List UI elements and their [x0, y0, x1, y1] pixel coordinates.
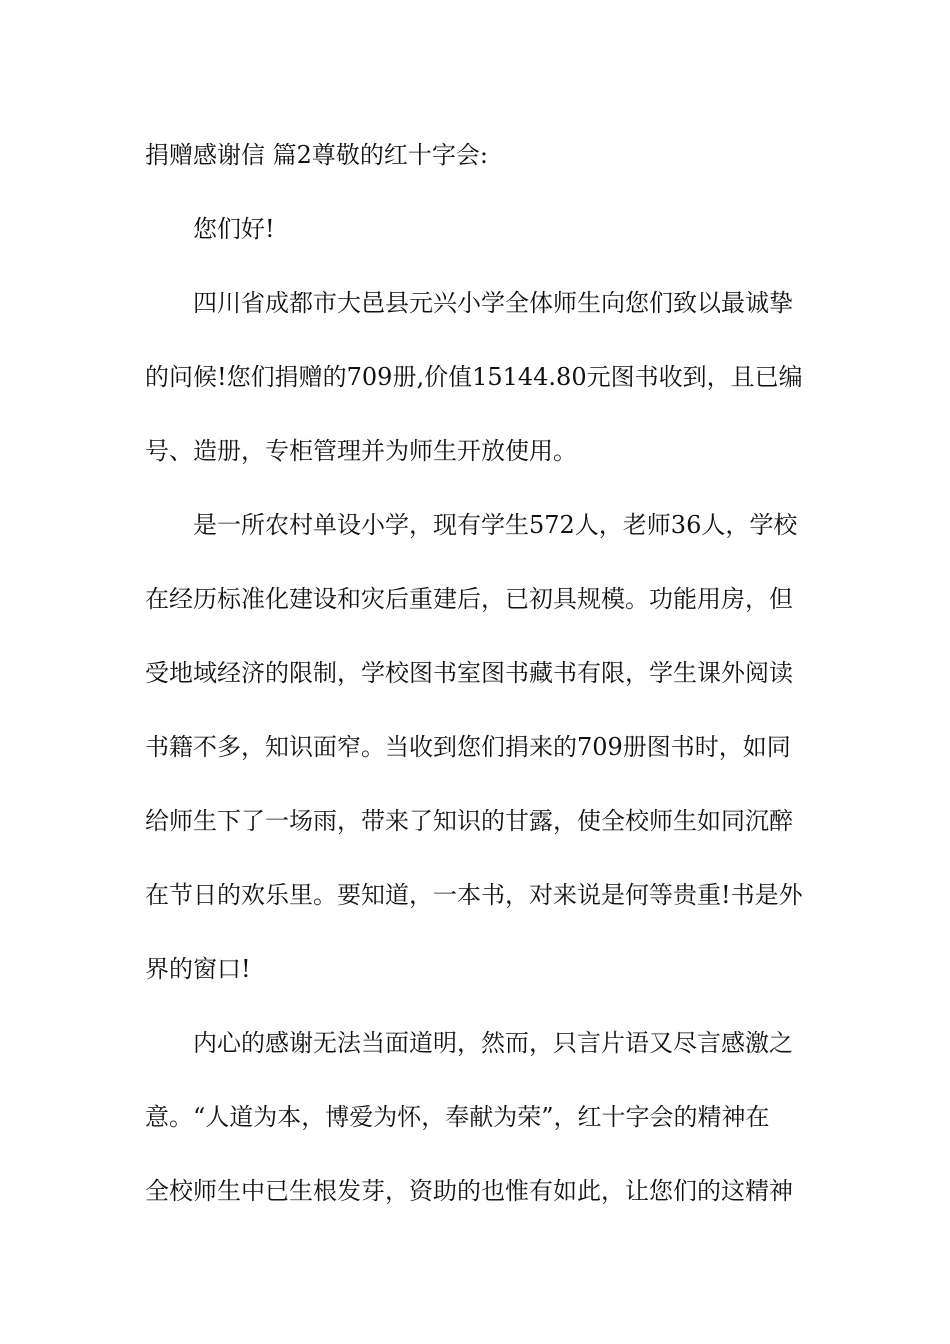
greeting-line: [145, 204, 807, 278]
text-line: 的问候!您们捐赠的709册,价值15144.80元图书收到，且已编: [145, 363, 803, 391]
text-line: 号、造册，专柜管理并为师生开放使用。: [145, 437, 577, 465]
paragraph-line: [145, 426, 807, 500]
paragraph-line: [145, 278, 807, 352]
text-line: 给师生下了一场雨，带来了知识的甘露，使全校师生如同沉醉: [145, 807, 793, 835]
paragraph-line: [145, 1166, 807, 1240]
text-line: 在经历标准化建设和灾后重建后，已初具规模。功能用房，但: [145, 585, 793, 613]
text-line: 受地域经济的限制，学校图书室图书藏书有限，学生课外阅读: [145, 659, 793, 687]
text-line: 内心的感谢无法当面道明，然而，只言片语又尽言感激之: [193, 1029, 793, 1057]
paragraph-line: [145, 1018, 807, 1092]
text-line: 您们好!: [193, 215, 275, 243]
paragraph-line: [145, 944, 807, 1018]
paragraph-line: [145, 648, 807, 722]
paragraph-line: [145, 500, 807, 574]
letter-heading-line: [145, 130, 807, 204]
paragraph-line: [145, 796, 807, 870]
text-line: 四川省成都市大邑县元兴小学全体师生向您们致以最诚挚: [193, 289, 793, 317]
text-line: 界的窗口!: [145, 955, 251, 983]
paragraph-line: [145, 722, 807, 796]
paragraph-line: [145, 870, 807, 944]
text-line: 书籍不多，知识面窄。当收到您们捐来的709册图书时，如同: [145, 733, 791, 761]
text-line: 是一所农村单设小学，现有学生572人，老师36人，学校: [193, 511, 798, 539]
paragraph-line: [145, 352, 807, 426]
text-line: 捐赠感谢信 篇2尊敬的红十字会:: [145, 141, 488, 169]
paragraph-line: [145, 574, 807, 648]
text-line: 在节日的欢乐里。要知道，一本书，对来说是何等贵重!书是外: [145, 881, 803, 909]
letter-body: [145, 130, 807, 1240]
text-line: 意。“人道为本，博爱为怀，奉献为荣”，红十字会的精神在: [145, 1103, 770, 1131]
text-line: 全校师生中已生根发芽，资助的也惟有如此，让您们的这精神: [145, 1177, 793, 1205]
paragraph-line: [145, 1092, 807, 1166]
